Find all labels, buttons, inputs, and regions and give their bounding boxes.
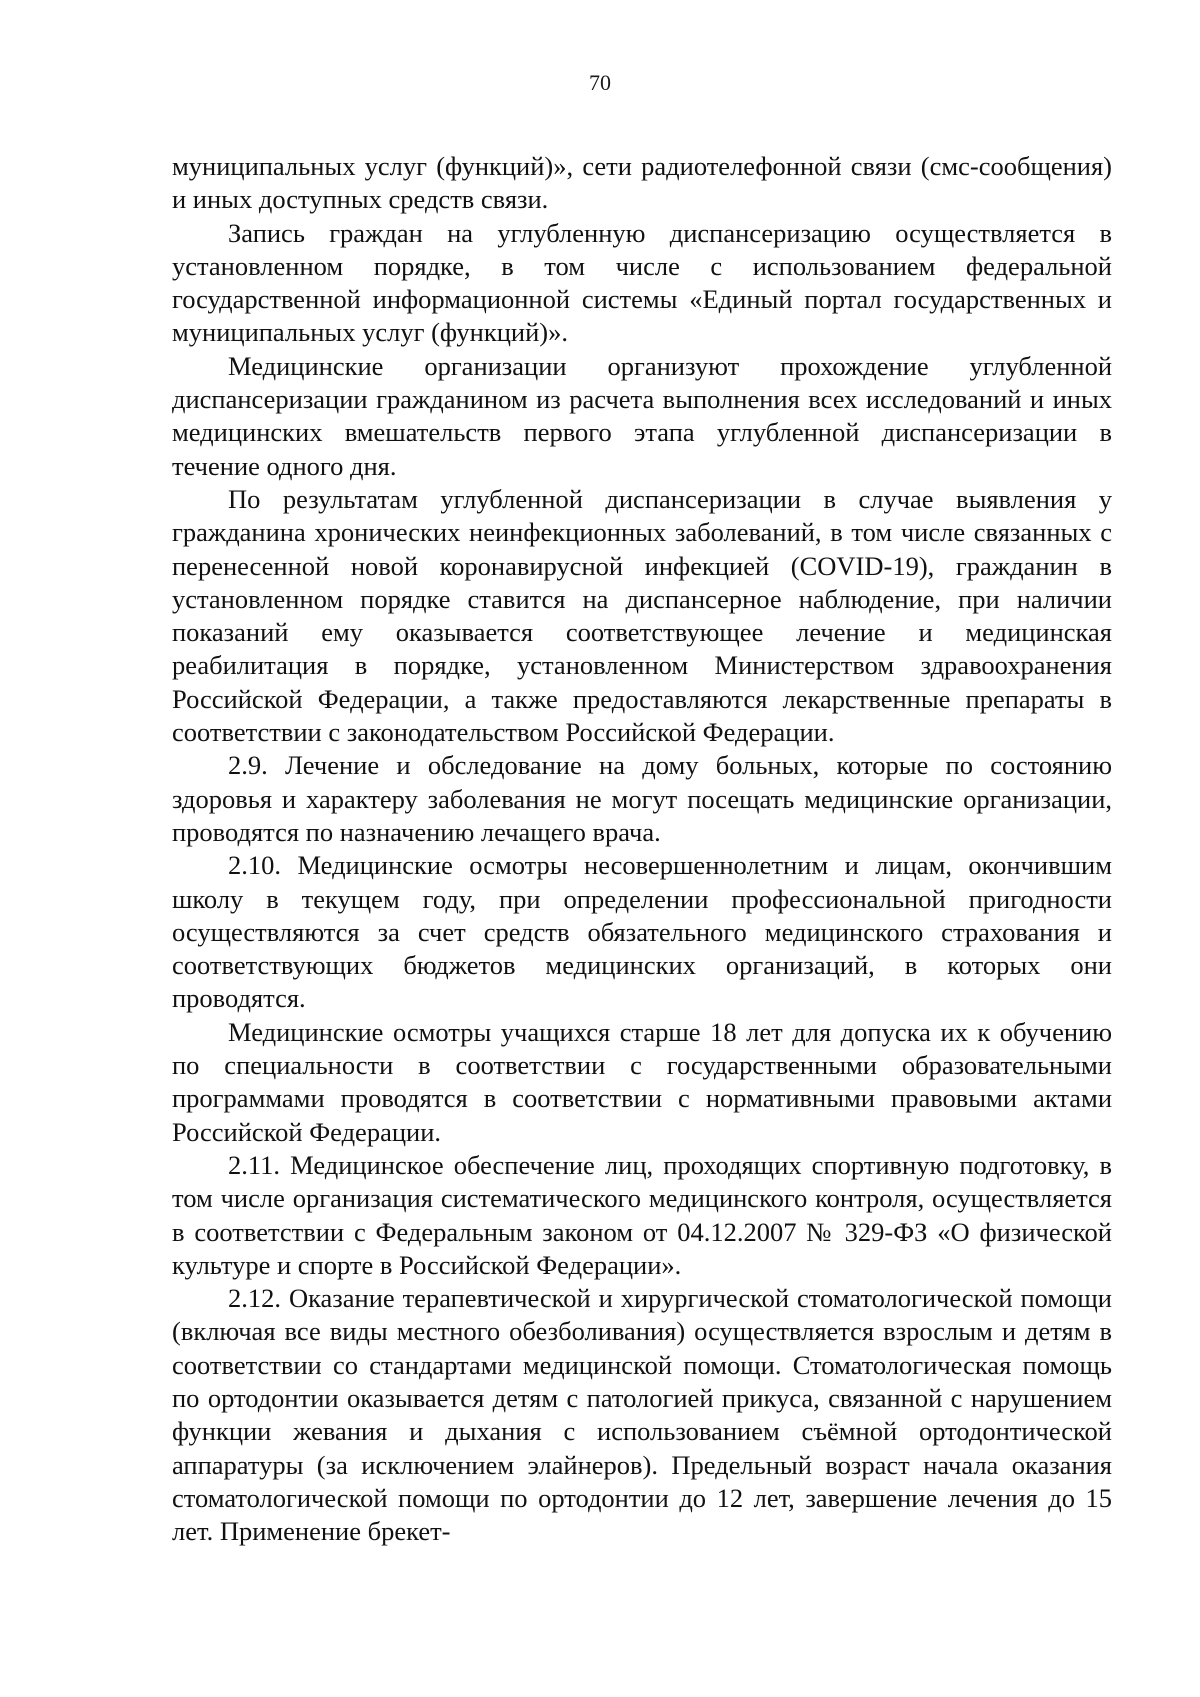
paragraph-dispensary-observation: По результатам углубленной диспансеризации в случае выявления у гражданина хронических неинфекционных заболеваний, в том числе связанных с перенесенной новой коронавирусной инфекцией (COVID-19), гражданин в установленном порядке ставится на диспансерное наблюдение, при наличии показаний ему оказывается соответствующее лечение и медицинская реабилитация в порядке, установленном Министерством здравоохранения Российской Федерации, а также предоставляются лекарственные препараты в соответствии с законодательством Российской Федерации.: [172, 483, 1112, 748]
paragraph-continuation: муниципальных услуг (функций)», сети радиотелефонной связи (смс-сообщения) и иных доступных средств связи.: [172, 151, 1112, 215]
paragraph-students-checkups: Медицинские осмотры учащихся старше 18 лет для допуска их к обучению по специальности в соответствии с государственными образовательными программами проводятся в соответствии с нормативными правовыми актами Российской Федерации.: [172, 1016, 1112, 1147]
paragraph-2-12-dental-care: 2.12. Оказание терапевтической и хирургической стоматологической помощи (включая все виды местного обезболивания) осуществляется взрослым и детям в соответствии со стандартами медицинской помощи. Стоматологическая помощь по ортодонтии оказывается детям с патологией прикуса, связанной с нарушением функции жевания и дыхания с использованием съёмной ортодонтической аппаратуры (за исключением элайнеров). Предельный возраст начала оказания стоматологической помощи по ортодонтии до 12 лет, завершение лечения до 15 лет. Применение брекет-: [172, 1283, 1112, 1547]
paragraph-one-day-examination: Медицинские организации организуют прохождение углубленной диспансеризации гражданином из расчета выполнения всех исследований и иных медицинских вмешательств первого этапа углубленной диспансеризации в течение одного дня.: [172, 350, 1112, 481]
paragraph-2-10-medical-checkups: 2.10. Медицинские осмотры несовершеннолетним и лицам, окончившим школу в текущем году, при определении профессиональной пригодности осуществляются за счет средств обязательного медицинского страхования и соответствующих бюджетов медицинских организаций, в которых они проводятся.: [172, 850, 1112, 1014]
paragraph-2-9-home-treatment: 2.9. Лечение и обследование на дому больных, которые по состоянию здоровья и характеру заболевания не могут посещать медицинские организации, проводятся по назначению лечащего врача.: [172, 750, 1112, 847]
document-body: [172, 150, 1112, 1548]
page-number: 70: [589, 70, 611, 95]
paragraph-appointment-registration: Запись граждан на углубленную диспансеризацию осуществляется в установленном порядке, в том числе с использованием федеральной государственной информационной системы «Единый портал государственных и муниципальных услуг (функций)».: [172, 217, 1112, 348]
paragraph-2-11-sports-medicine: 2.11. Медицинское обеспечение лиц, проходящих спортивную подготовку, в том числе организация систематического медицинского контроля, осуществляется в соответствии с Федеральным законом от 04.12.2007 № 329-ФЗ «О физической культуре и спорте в Российской Федерации».: [172, 1149, 1112, 1280]
